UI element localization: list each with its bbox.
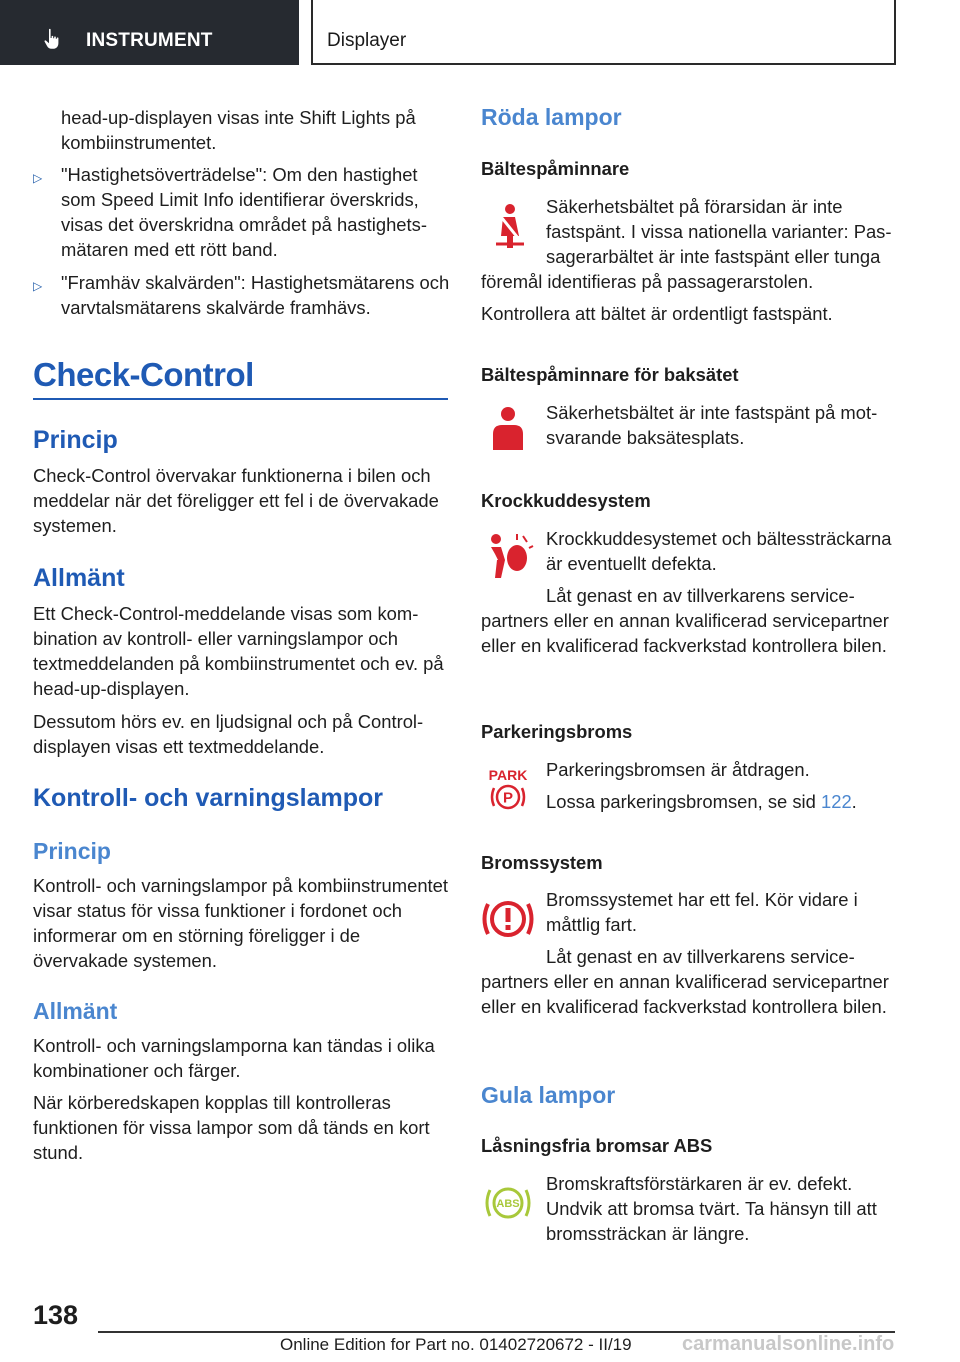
princip-text: Check-Control övervakar funktionerna i bilen och meddelar när det föreligger ett fel i de övervakade systemen. xyxy=(33,465,439,536)
brake-system-warning-icon xyxy=(481,892,535,946)
parking-brake-text-2-end: . xyxy=(851,791,857,812)
page-number: 138 xyxy=(33,1300,79,1330)
heading-princip: Princip xyxy=(33,426,118,454)
belt-text-cont: föremål identifieras på passagerarstolen. xyxy=(481,271,814,292)
pointing-hand-icon xyxy=(40,27,64,51)
park-icon-p: P xyxy=(502,789,514,807)
airbag-text-2b: partners eller en annan kvalificerad servicepartner eller en kvalificerad fackverkstad kontrollera bilen. xyxy=(481,610,889,656)
parking-brake-text-2-body: Lossa parkeringsbromsen, se sid xyxy=(546,791,821,812)
brake-system-text: Bromssystemet har ett fel. Kör vidare i måttlig fart. xyxy=(546,889,858,935)
parking-brake-text: Parkeringsbromsen är åtdragen. xyxy=(546,759,810,780)
abs-text: Bromskraftsförstärkaren är ev. defekt. Undvik att bromsa tvärt. Ta hänsyn till att bromssträckan är längre. xyxy=(546,1173,877,1244)
belt-text: Säkerhetsbältet på förarsidan är inte fastspänt. I vissa nationella varianter: Passagerarbältet är inte fastspänt eller tunga xyxy=(546,196,892,267)
parking-brake-warning-icon xyxy=(481,764,535,818)
allmant-text-2: Dessutom hörs ev. en ljudsignal och på Control-displayen visas ett textmeddelande. xyxy=(33,711,424,757)
heading-check-control: Check-Control xyxy=(33,356,254,393)
rear-belt-text: Säkerhetsbältet är inte fastspänt på motsvarande baksätesplats. xyxy=(546,402,878,448)
seatbelt-warning-icon xyxy=(481,200,535,254)
triangle-bullet-icon: ▷ xyxy=(33,171,43,185)
item-title-belt: Bältespåminnare xyxy=(481,158,630,179)
parking-brake-text-2 xyxy=(546,789,896,814)
list-item xyxy=(33,162,451,262)
heading-allmant: Allmänt xyxy=(33,564,125,592)
triangle-bullet-icon: ▷ xyxy=(33,279,43,293)
heading-rule xyxy=(33,398,448,400)
list-item xyxy=(33,270,451,320)
continued-paragraph: head-up-displayen visas inte Shift Lights på kombiinstrumentet. xyxy=(61,107,416,153)
footer-edition: Online Edition for Part no. 01402720672 - II/19 xyxy=(280,1335,632,1354)
item-title-airbag: Krockkuddesystem xyxy=(481,490,651,511)
item-title-parking-brake: Parkeringsbroms xyxy=(481,721,633,742)
allmant-2-text-2: När körberedskapen kopplas till kontrolleras funktionen för vissa lampor som då tänds en kort stund. xyxy=(33,1092,430,1163)
rear-seatbelt-warning-icon xyxy=(481,404,535,458)
list-item-text: "Hastighetsöverträdelse": Om den hastighet som Speed Limit Info identifierar överskrids, visas det överskridna området på hastighetsmätaren med ett rött band. xyxy=(61,164,427,260)
heading-kontroll-varningslampor: Kontroll- och varningslampor xyxy=(33,784,384,812)
allmant-text: Ett Check-Control-meddelande visas som kombination av kontroll- eller varningslampor och textmeddelanden på kombiinstrumentet och ev. på head-up-displayen. xyxy=(33,603,444,699)
item-title-abs: Låsningsfria bromsar ABS xyxy=(481,1135,713,1156)
list-item-text: "Framhäv skalvärden": Hastighetsmätarens och varvtalsmätarens skalvärde framhävs. xyxy=(61,272,450,318)
brake-system-text-2a: Låt genast en av tillverkarens service- xyxy=(546,946,855,967)
subheading-roda-lampor: Röda lampor xyxy=(481,104,622,130)
allmant-2-text: Kontroll- och varningslamporna kan tändas i olika kombinationer och färger. xyxy=(33,1035,435,1081)
item-title-rear-belt: Bältespåminnare för baksätet xyxy=(481,364,739,385)
chapter-title: Displayer xyxy=(327,30,407,51)
watermark: carmanualsonline.info xyxy=(682,1333,895,1355)
subheading-gula-lampor: Gula lampor xyxy=(481,1082,616,1108)
item-title-brake-system: Bromssystem xyxy=(481,852,603,873)
belt-text-2: Kontrollera att bältet är ordentligt fastspänt. xyxy=(481,303,833,324)
section-tab xyxy=(0,0,299,65)
airbag-text-2a: Låt genast en av tillverkarens service- xyxy=(546,585,855,606)
abs-warning-icon xyxy=(481,1176,535,1230)
chapter-tab xyxy=(311,0,896,65)
page-reference-link[interactable]: 122 xyxy=(820,791,852,812)
princip-2-text: Kontroll- och varningslampor på kombiinstrumentet visar status för vissa funktioner i fordonet och informerar om en störning föreligger i de övervakade systemen. xyxy=(33,875,449,971)
abs-icon-label: ABS xyxy=(496,1198,520,1210)
brake-system-text-2b: partners eller en annan kvalificerad servicepartner eller en kvalificerad fackverkstad kontrollera bilen. xyxy=(481,971,889,1017)
subheading-princip: Princip xyxy=(33,838,111,864)
airbag-text: Krockkuddesystemet och bältessträckarna är eventuellt defekta. xyxy=(546,528,892,574)
subheading-allmant: Allmänt xyxy=(33,998,118,1024)
park-icon-label: PARK xyxy=(488,767,528,783)
section-title: INSTRUMENT xyxy=(86,30,213,51)
airbag-warning-icon xyxy=(481,530,535,584)
